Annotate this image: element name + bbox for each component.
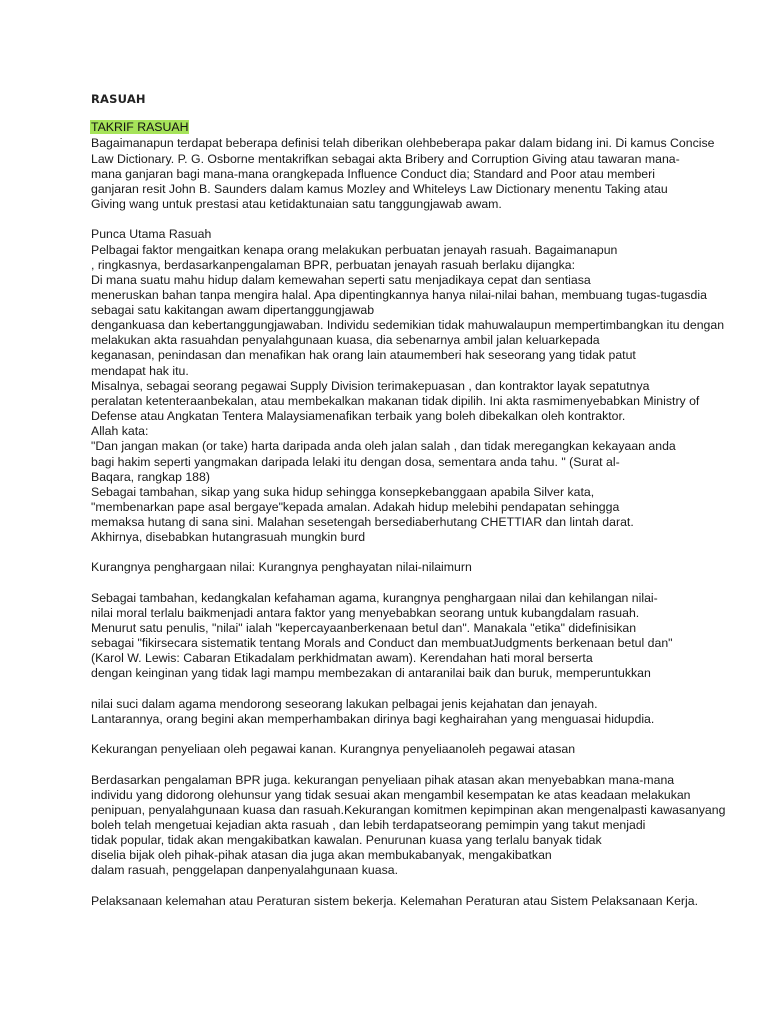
highlighted-heading: TAKRIF RASUAH xyxy=(91,120,189,134)
text-line: mana ganjaran bagi mana-mana orangkepada Influence Conduct dia; Standard and Poor atau memberi xyxy=(91,167,655,181)
text-line: individu yang didorong olehunsur yang tidak sesuai akan mengambil kesempatan ke atas keadaan melakukan xyxy=(91,788,691,802)
text-line: nilai suci dalam agama mendorong seseorang lakukan pelbagai jenis kejahatan dan jenayah. xyxy=(91,697,598,711)
text-line: "membenarkan pape asal bergaye"kepada amalan. Adakah hidup melebihi pendapatan sehingga xyxy=(91,500,620,514)
text-line: peralatan ketenteraanbekalan, atau membekalkan makanan tidak dipilih. Ini akta rasmimenyebabkan Ministry of xyxy=(91,394,700,408)
text-line: (Karol W. Lewis: Cabaran Etikadalam perkhidmatan awam). Kerendahan hati moral berserta xyxy=(91,651,593,665)
text-line: sebagai satu kakitangan awam dipertanggungjawab xyxy=(91,303,375,317)
text-line: Menurut satu penulis, "nilai" ialah "kepercayaanberkenaan betul dan". Manakala "etika" didefinisikan xyxy=(91,621,637,635)
text-line: Allah kata: xyxy=(91,424,149,438)
text-line: diselia bijak oleh pihak-pihak atasan dia juga akan membukabanyak, mengakibatkan xyxy=(91,848,552,862)
text-line: Bagaimanapun terdapat beberapa definisi telah diberikan olehbeberapa pakar dalam bidang ini. Di kamus Concise xyxy=(91,136,715,150)
section-heading: Kurangnya penghargaan nilai: Kurangnya penghayatan nilai-nilaimurn xyxy=(91,560,472,574)
text-line: Berdasarkan pengalaman BPR juga. kekurangan penyeliaan pihak atasan akan menyebabkan mana-mana xyxy=(91,773,675,787)
text-line: Misalnya, sebagai seorang pegawai Supply Division terimakepuasan , dan kontraktor layak sepatutnya xyxy=(91,379,650,393)
text-line: ganjaran resit John B. Saunders dalam kamus Mozley and Whiteleys Law Dictionary menentu Taking atau xyxy=(91,182,668,196)
text-line: memaksa hutang di sana sini. Malahan sesetengah bersediaberhutang CHETTIAR dan lintah darat. xyxy=(91,515,634,529)
text-line: keganasan, penindasan dan menafikan hak orang lain ataumemberi hak seseorang yang tidak patut xyxy=(91,348,636,362)
section-heading: Punca Utama Rasuah xyxy=(91,227,212,241)
text-line: Pelbagai faktor mengaitkan kenapa orang melakukan perbuatan jenayah rasuah. Bagaimanapun xyxy=(91,243,618,257)
text-line: nilai moral terlalu baikmenjadi antara faktor yang menyebabkan seorang untuk kubangdalam rasuah. xyxy=(91,606,640,620)
text-line: sebagai "fikirsecara sistematik tentang Morals and Conduct dan membuatJudgments berkenaan betul dan" xyxy=(91,636,673,650)
text-line: Di mana suatu mahu hidup dalam kemewahan seperti satu menjadikaya cepat dan sentiasa xyxy=(91,273,591,287)
document-title: RASUAH xyxy=(91,92,146,106)
text-line: melakukan akta rasuahdan penyalahgunaan kuasa, dia sebenarnya ambil jalan keluarkepada xyxy=(91,333,600,347)
text-line: Lantarannya, orang begini akan memperhambakan dirinya bagi keghairahan yang menguasai hidupdia. xyxy=(91,712,655,726)
text-line: dengankuasa dan kebertanggungjawaban. Individu sedemikian tidak mahuwalaupun mempertimbangkan itu dengan xyxy=(91,318,725,332)
text-line: bagi hakim seperti yangmakan daripada lelaki itu dengan dosa, sementara anda tahu. " (Surat al- xyxy=(91,455,620,469)
text-line: Giving wang untuk prestasi atau ketidaktunaian satu tanggungjawab awam. xyxy=(91,197,502,211)
text-line: Sebagai tambahan, kedangkalan kefahaman agama, kurangnya penghargaan nilai dan kehilangan nilai- xyxy=(91,591,658,605)
section-heading: Kekurangan penyeliaan oleh pegawai kanan. Kurangnya penyeliaanoleh pegawai atasan xyxy=(91,742,576,756)
text-line: dengan keinginan yang tidak lagi mampu membezakan di antaranilai baik dan buruk, memperuntukkan xyxy=(91,666,651,680)
text-line: "Dan jangan makan (or take) harta daripada anda oleh jalan salah , dan tidak meregangkan kekayaan anda xyxy=(91,439,676,453)
text-line: Defense atau Angkatan Tentera Malaysiamenafikan terbaik yang boleh dibekalkan oleh kontraktor. xyxy=(91,409,626,423)
text-line: dalam rasuah, penggelapan danpenyalahgunaan kuasa. xyxy=(91,863,398,877)
text-line: Law Dictionary. P. G. Osborne mentakrifkan sebagai akta Bribery and Corruption Giving atau tawaran mana- xyxy=(91,152,680,166)
section-heading: Pelaksanaan kelemahan atau Peraturan sistem bekerja. Kelemahan Peraturan atau Sistem Pelaksanaan Kerja. xyxy=(91,894,699,908)
text-line: mendapat hak itu. xyxy=(91,364,189,378)
text-line: tidak popular, tidak akan mengakibatkan kawalan. Penurunan kuasa yang terlalu banyak tidak xyxy=(91,833,602,847)
text-line: penipuan, penyalahgunaan kuasa dan rasuah.Kekurangan komitmen kepimpinan akan mengenalpasti kawasanyang xyxy=(91,803,726,817)
text-line: , ringkasnya, berdasarkanpengalaman BPR, perbuatan jenayah rasuah berlaku dijangka: xyxy=(91,258,575,272)
text-line: Akhirnya, disebabkan hutangrasuah mungkin burd xyxy=(91,530,366,544)
text-line: boleh telah mengetuai kejadian akta rasuah , dan lebih terdapatseorang pemimpin yang takut menjadi xyxy=(91,818,646,832)
text-line: Sebagai tambahan, sikap yang suka hidup sehingga konsepkebanggaan apabila Silver kata, xyxy=(91,485,595,499)
text-line: meneruskan bahan tanpa mengira halal. Apa dipentingkannya hanya nilai-nilai bahan, membuang tugas-tugasdia xyxy=(91,288,707,302)
text-line: Baqara, rangkap 188) xyxy=(91,470,210,484)
